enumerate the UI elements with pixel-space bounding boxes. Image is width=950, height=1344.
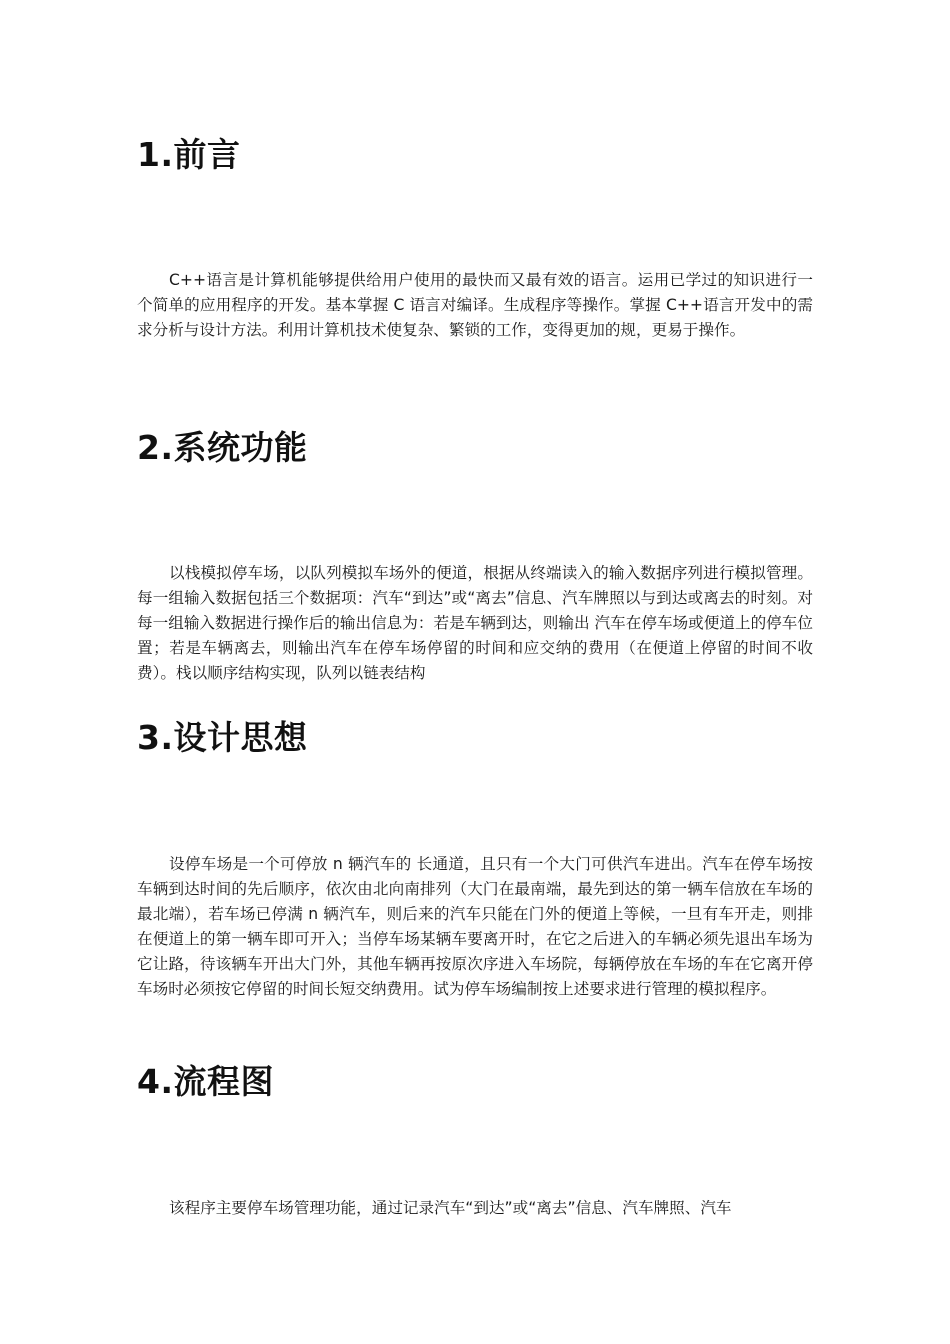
section-paragraph: C++语言是计算机能够提供给用户使用的最快而又最有效的语言。运用已学过的知识进行一个简单的应用程序的开发。基本掌握 C 语言对编译。生成程序等操作。掌握 C++语言开发中的需求分析与设计方法。利用计算机技术使复杂、繁锁的工作，变得更加的规，更易于操作。 <box>137 271 813 339</box>
section-heading: 3.设计思想 <box>137 718 308 757</box>
section-paragraph: 设停车场是一个可停放 n 辆汽车的 长通道，且只有一个大门可供汽车进出。汽车在停车场按车辆到达时间的先后顺序，依次由北向南排列（大门在最南端，最先到达的第一辆车信放在车场的最北端），若车场已停满 n 辆汽车，则后来的汽车只能在门外的便道上等候，一旦有车开走，则排在便道上的第一辆车即可开入；当停车场某辆车要离开时，在它之后进入的车辆必须先退出车场为它让路，待该辆车开出大门外，其他车辆再按原次序进入车场院，每辆停放在车场的车在它离开停车场时必须按它停留的时间长短交纳费用。试为停车场编制按上述要求进行管理的模拟程序。 <box>137 855 813 998</box>
section-paragraph: 该程序主要停车场管理功能，通过记录汽车“到达”或“离去”信息、汽车牌照、汽车 <box>169 1199 732 1217</box>
section-paragraph: 以栈模拟停车场，以队列模拟车场外的便道，根据从终端读入的输入数据序列进行模拟管理。每一组输入数据包括三个数据项：汽车“到达”或“离去”信息、汽车牌照以与到达或离去的时刻。对每一组输入数据进行操作后的输出信息为：若是车辆到达，则输出 汽车在停车场或便道上的停车位置；若是车辆离去，则输出汽车在停车场停留的时间和应交纳的费用（在便道上停留的时间不收费）。栈以顺序结构实现，队列以链表结构 <box>137 564 813 682</box>
section-heading: 4.流程图 <box>137 1062 274 1101</box>
section-flowchart <box>137 1062 813 1217</box>
section-preface <box>137 135 813 339</box>
section-heading: 1.前言 <box>137 135 241 174</box>
section-heading: 2.系统功能 <box>137 428 308 467</box>
section-design-idea <box>137 718 813 998</box>
section-system-function <box>137 428 813 682</box>
